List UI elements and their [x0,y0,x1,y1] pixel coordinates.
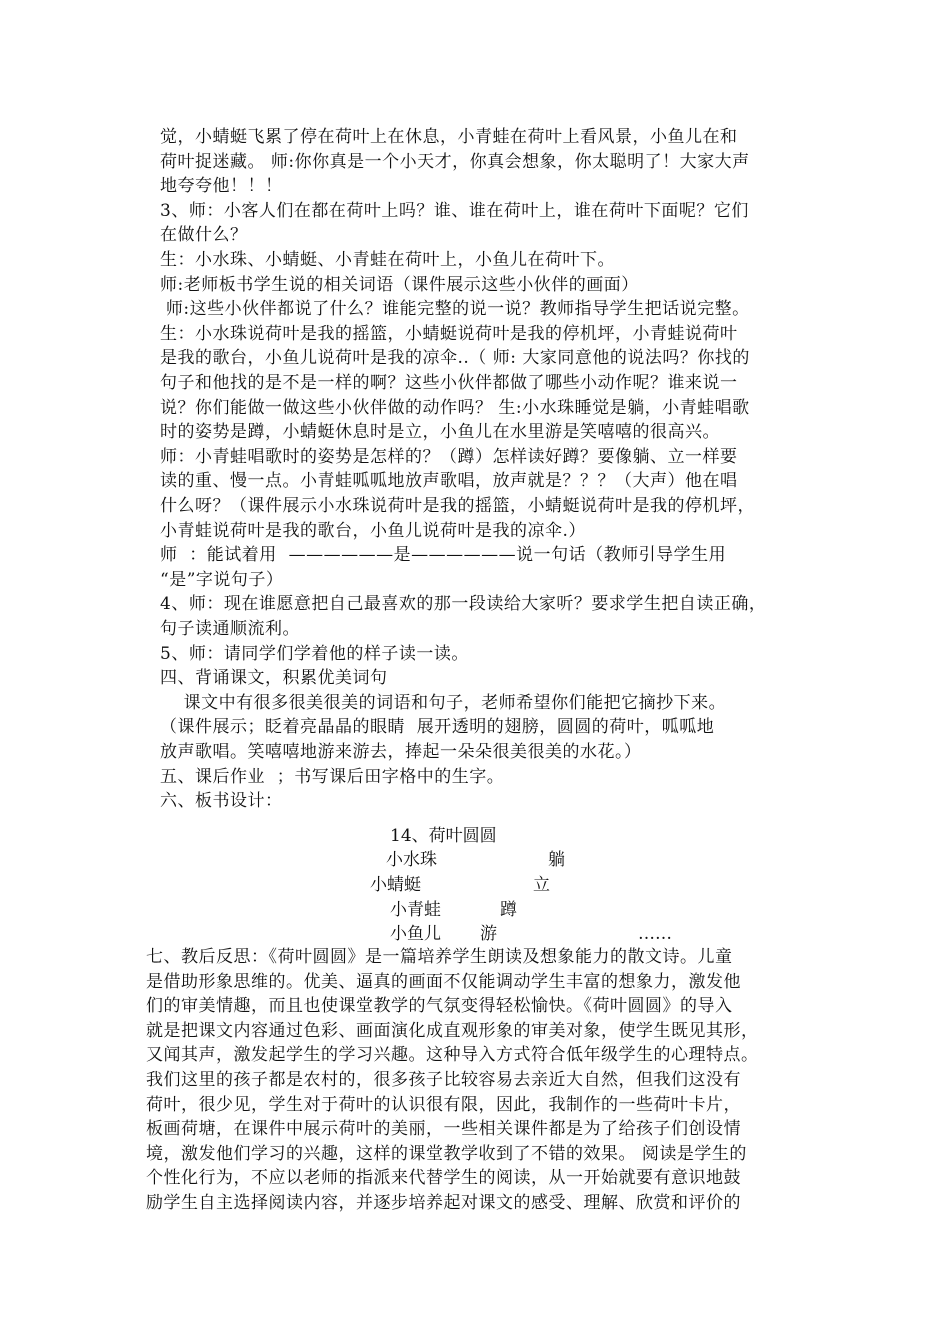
text-line: 五、课后作业 ；书写课后田字格中的生字。 [160,766,505,787]
text-line: 师：小青蛙唱歌时的姿势是怎样的？（蹲）怎样读好蹲？要像躺、立一样要 [160,446,738,467]
text-line: “是”字说句子） [160,569,284,590]
text-line: 个性化行为，不应以老师的指派来代替学生的阅读，从一开始就要有意识地鼓 [146,1168,741,1189]
text-line: 境，激发他们学习的兴趣，这样的课堂教学收到了不错的效果。 阅读是学生的 [146,1143,747,1164]
text-line: 四、背诵课文，积累优美词句 [160,668,388,689]
board-ellipsis: …… [638,924,672,944]
text-line: （课件展示；眨着亮晶晶的眼睛 展开透明的翅膀，圆圆的荷叶，呱呱地 [160,717,715,738]
text-line: 师:老师板书学生说的相关词语（课件展示这些小伙伴的画面） [160,274,639,295]
text-line: 在做什么？ [160,225,248,246]
text-line: 师 ：能试着用 ——————是——————说一句话（教师引导学生用 [160,545,727,566]
text-line: 又闻其声，激发起学生的学习兴趣。这种导入方式符合低年级学生的心理特点。 [146,1045,759,1066]
text-line: 句子读通顺流利。 [160,619,300,639]
text-line: 师:这些小伙伴都说了什么？谁能完整的说一说？教师指导学生把话说完整。 [160,299,750,320]
text-line: 说？你们能做一做这些小伙伴做的动作吗？ 生:小水珠睡觉是躺，小青蛙唱歌 [160,397,750,418]
board-item-fish: 小鱼儿 [390,924,441,944]
text-line: 励学生自主选择阅读内容，并逐步培养起对课文的感受、理解、欣赏和评价的 [146,1193,741,1213]
text-line: 课文中有很多很美很美的词语和句子，老师希望你们能把它摘抄下来。 [160,692,727,713]
text-line: 3、师：小客人们在都在荷叶上吗？谁、谁在荷叶上，谁在荷叶下面呢？它们 [160,200,749,221]
board-item-water-drop: 小水珠 [386,850,437,870]
text-line: 句子和他找的是不是一样的啊？这些小伙伴都做了哪些小动作呢？谁来说一 [160,373,738,393]
board-title: 14、荷叶圆圆 [390,826,497,846]
text-line: 板画荷塘，在课件中展示荷叶的美丽，一些相关课件都是为了给孩子们创设情 [146,1119,741,1140]
text-line: 我们这里的孩子都是农村的，很多孩子比较容易去亲近大自然，但我们这没有 [146,1070,741,1090]
text-line: 觉，小蜻蜓飞累了停在荷叶上在休息，小青蛙在荷叶上看风景，小鱼儿在和 [160,127,738,147]
text-line: 七、教后反思：《荷叶圆圆》是一篇培养学生朗读及想象能力的散文诗。儿童 [146,947,733,967]
text-line: 生：小水珠、小蜻蜓、小青蛙在荷叶上，小鱼儿在荷叶下。 [160,250,615,270]
text-line: 六、板书设计： [160,791,283,812]
text-line: 地夸夸他！！！ [160,176,283,197]
text-line: 生：小水珠说荷叶是我的摇篮，小蜻蜓说荷叶是我的停机坪，小青蛙说荷叶 [160,323,738,344]
text-line: 5、师：请同学们学着他的样子读一读。 [160,643,469,664]
text-line: 4、师：现在谁愿意把自己最喜欢的那一段读给大家听？要求学生把自读正确， [160,594,767,615]
board-action-swim: 游 [480,924,497,944]
text-line: 荷叶捉迷藏。 师:你你真是一个小天才，你真会想象，你太聪明了！大家大声 [160,151,750,172]
text-line: 是借助形象思维的。优美、逼真的画面不仅能调动学生丰富的想象力，激发他 [146,971,741,992]
text-line: 小青蛙说荷叶是我的歌台，小鱼儿说荷叶是我的凉伞.） [160,520,586,541]
text-line: 时的姿势是蹲，小蜻蜓休息时是立，小鱼儿在水里游是笑嘻嘻的很高兴。 [160,422,720,443]
board-action-lie: 躺 [548,850,565,870]
text-line: 放声歌唱。笑嘻嘻地游来游去，捧起一朵朵很美很美的水花。） [160,742,642,762]
board-item-frog: 小青蛙 [390,900,441,920]
text-line: 什么呀？（课件展示小水珠说荷叶是我的摇篮，小蜻蜓说荷叶是我的停机坪， [160,496,755,516]
text-line: 是我的歌台，小鱼儿说荷叶是我的凉伞..（ 师: 大家同意他的说法吗？你找的 [160,348,750,369]
board-action-stand: 立 [533,875,550,895]
text-line: 读的重、慢一点。小青蛙呱呱地放声歌唱，放声就是？？？（大声）他在唱 [160,471,738,492]
text-line: 就是把课文内容通过色彩、画面演化成直观形象的审美对象，使学生既见其形， [146,1020,759,1041]
text-line: 荷叶，很少见，学生对于荷叶的认识很有限，因此，我制作的一些荷叶卡片， [146,1094,741,1115]
board-item-dragonfly: 小蜻蜓 [370,875,421,895]
board-action-squat: 蹲 [500,900,517,920]
text-line: 们的审美情趣，而且也使课堂教学的气氛变得轻松愉快。《荷叶圆圆》的导入 [146,996,733,1017]
